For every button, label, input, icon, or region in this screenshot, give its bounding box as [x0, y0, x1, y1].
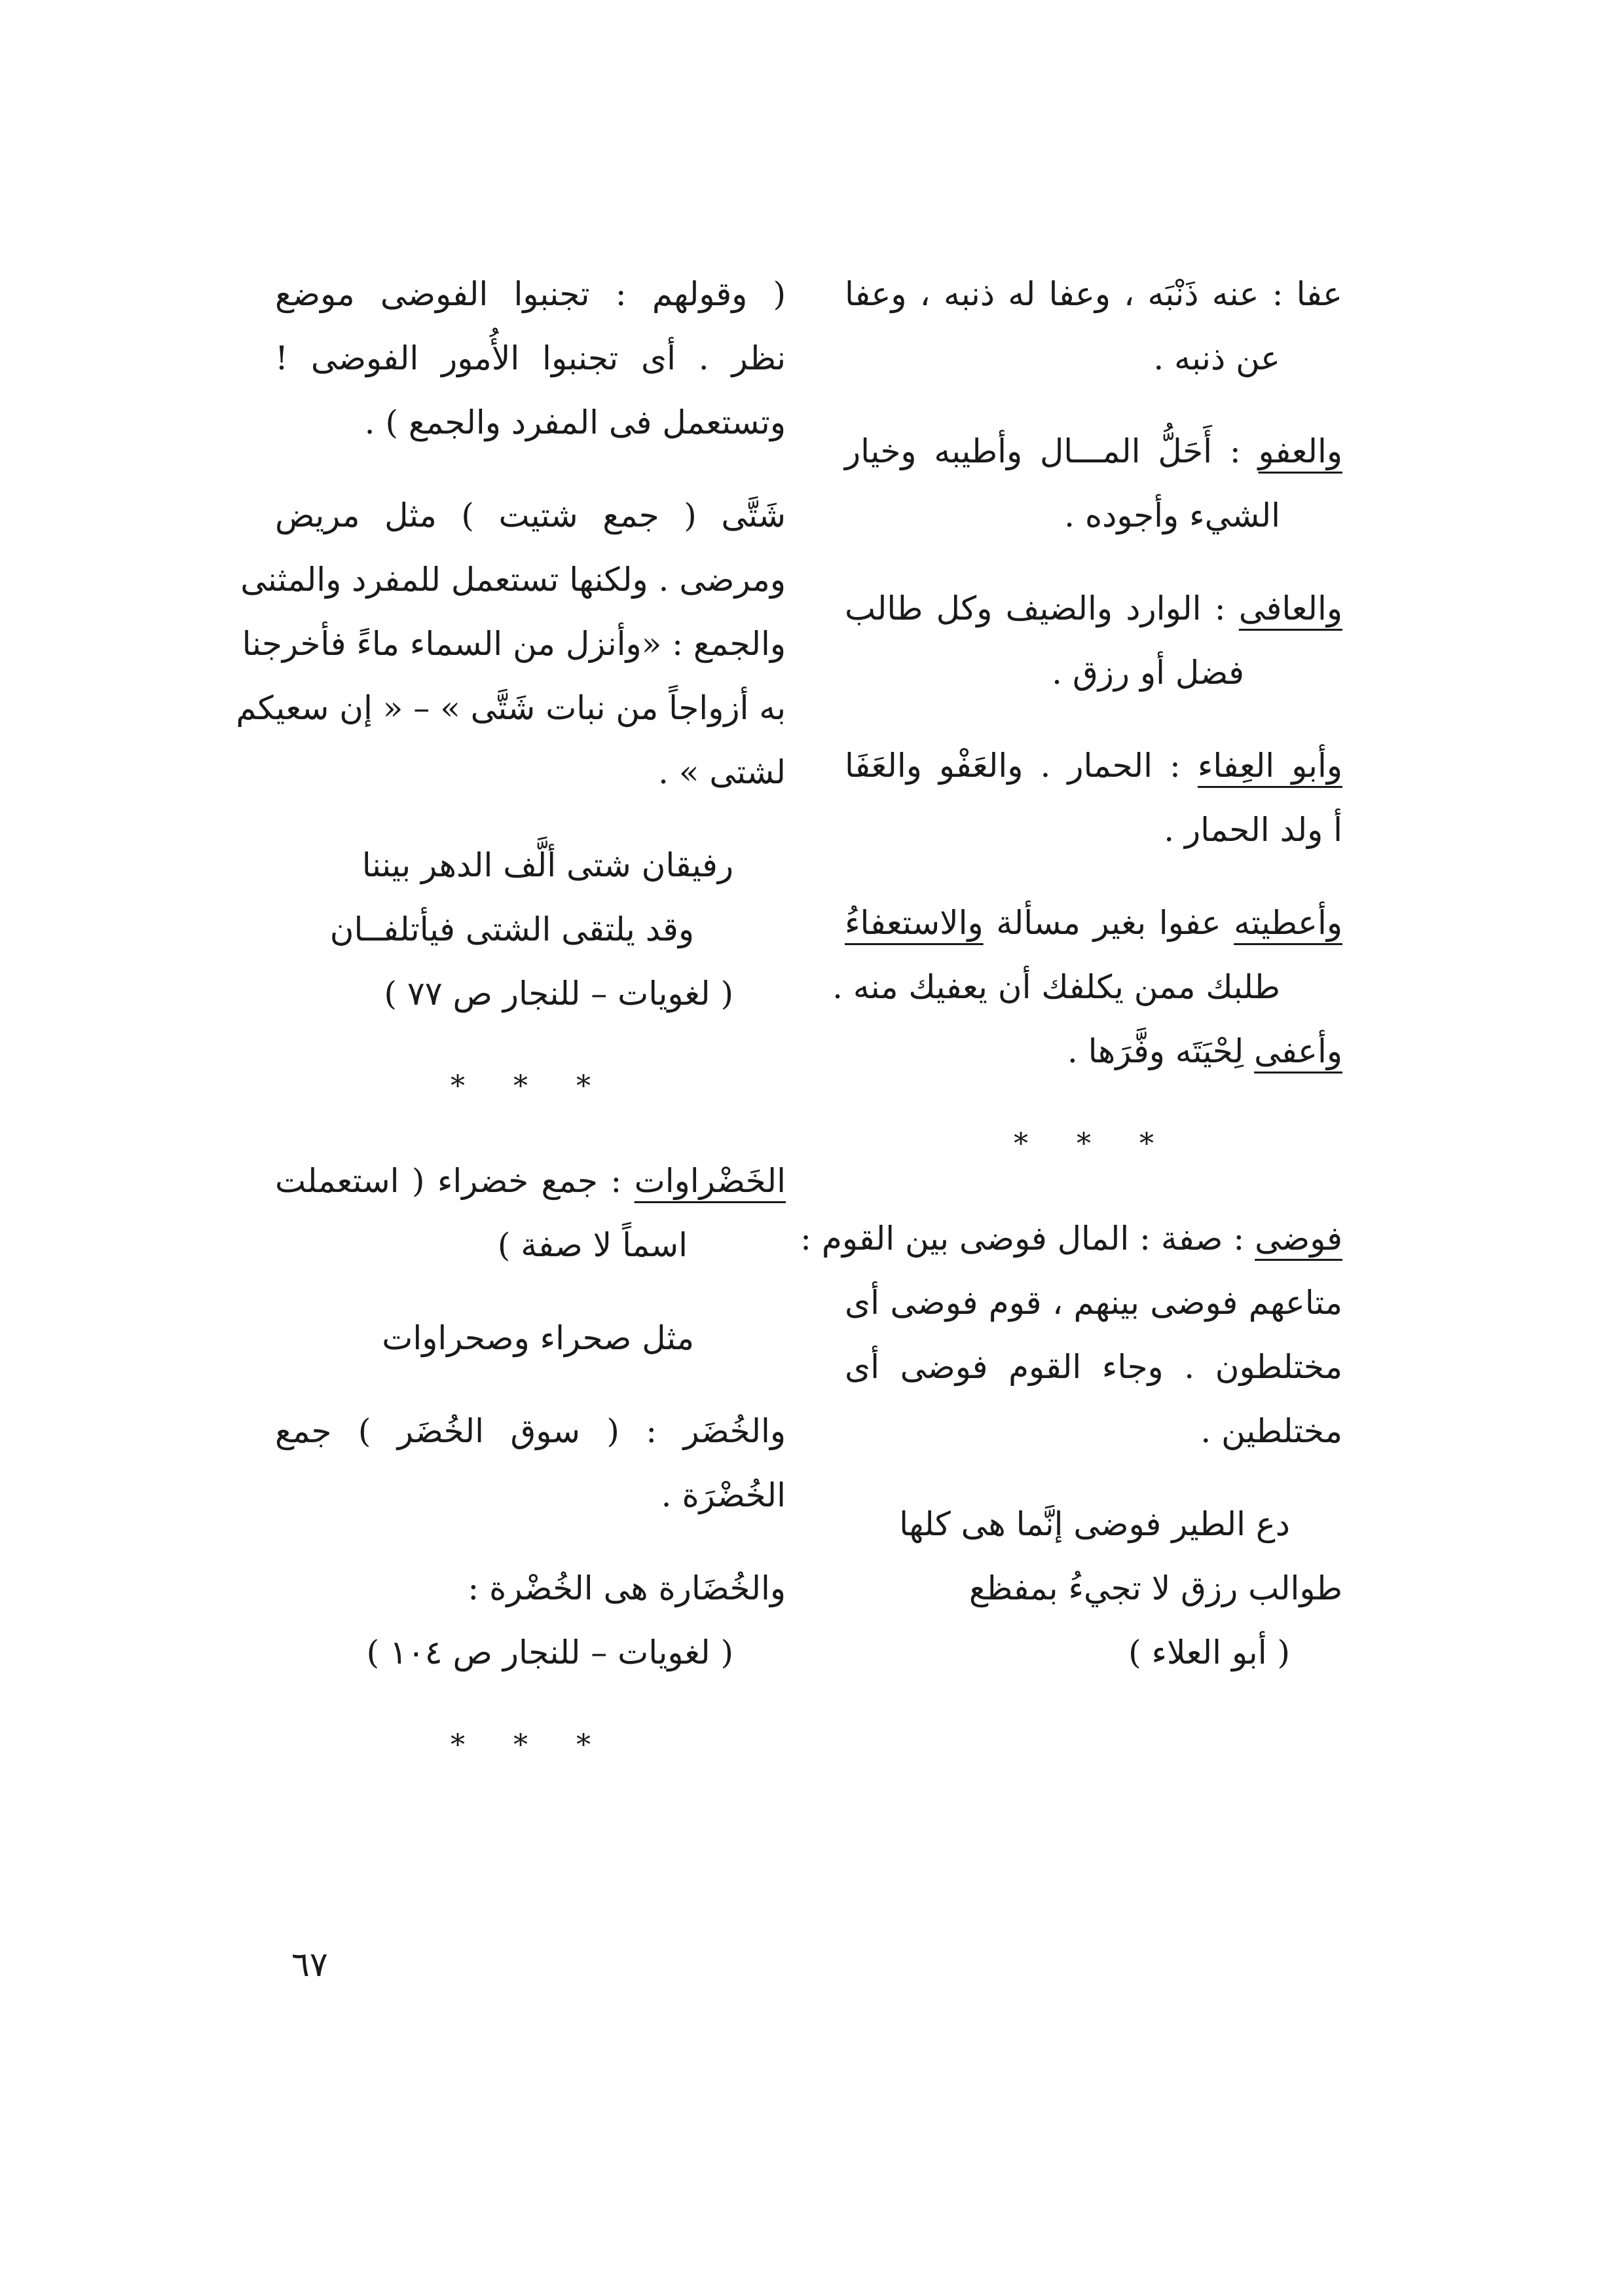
text-line	[845, 891, 1342, 955]
text-line: به أزواجاً من نبات شَتَّى » – « إن سعيكم	[236, 689, 786, 727]
text-line: والجمع : «وأنزل من السماء ماءً فأخرجنا	[242, 625, 786, 663]
entry-fawda-note	[275, 262, 786, 455]
section-separator: * * *	[451, 1728, 610, 1762]
headword: الخَضْراوات	[634, 1162, 786, 1200]
poem-verse	[845, 1492, 1342, 1685]
entry-afa	[845, 262, 1342, 390]
verse-line: دع الطير فوضى إنَّما هى كلها	[899, 1505, 1290, 1543]
text-line: الخُضْرَة .	[661, 1476, 786, 1514]
entry-fawda	[800, 1206, 1342, 1463]
text-line: نظر . أى تجنبوا الأُمور الفوضى !	[275, 339, 786, 377]
text-line: والخُضَر : ( سوق الخُضَر ) جمع	[275, 1412, 786, 1450]
definition-text: لِحْيَتَه وفَّرَها .	[1067, 1032, 1255, 1070]
headword: والعافى	[1238, 589, 1342, 627]
entry-khudara	[275, 1556, 786, 1685]
page-number: ٦٧	[291, 1945, 328, 1985]
headword: والعفو	[1258, 432, 1342, 470]
entry-shatta	[236, 483, 786, 804]
left-column	[236, 262, 786, 1808]
right-column	[800, 262, 1342, 1713]
entry-example	[275, 1306, 786, 1370]
text-line	[800, 1206, 1342, 1271]
text-line: وتستعمل فى المفرد والجمع ) .	[364, 403, 786, 441]
verse-line: وقد يلتقى الشتى فيأتلفــان	[329, 910, 694, 948]
definition-text: : صفة : المال فوضى بين القوم :	[800, 1220, 1255, 1258]
text-line: فضل أو رزق .	[1052, 654, 1244, 692]
text-line	[845, 1019, 1342, 1083]
entry-aataytuhu	[832, 891, 1342, 1083]
text-line: عفا : عنه ذَنْبَه ، وعفا له ذنبه ، وعفا	[845, 275, 1342, 313]
entry-khudar	[275, 1399, 786, 1527]
section-separator: * * *	[451, 1070, 610, 1103]
entry-abu-al-ifa	[845, 734, 1342, 862]
citation: ( لغويات – للنجار ص ١٠٤ )	[366, 1633, 733, 1671]
text-line: شَتَّى ( جمع شتيت ) مثل مريض	[275, 496, 786, 534]
citation: ( لغويات – للنجار ص ٧٧ )	[384, 975, 733, 1013]
definition-text: : الحمار . والعَفْو والعَفَا	[845, 747, 1198, 785]
text-line: مثل صحراء وصحراوات	[382, 1319, 694, 1357]
poem-verse	[275, 833, 786, 1026]
definition-text: : الوارد والضيف وكل طالب	[845, 589, 1239, 627]
headword: وأبو العِفاء	[1197, 747, 1342, 785]
text-line	[845, 419, 1342, 483]
headword: والاستعفاءُ	[845, 904, 984, 942]
citation: ( أبو العلاء )	[1128, 1633, 1290, 1671]
entry-al-afi	[845, 576, 1342, 705]
text-line: طلبك ممن يكلفك أن يعفيك منه .	[832, 968, 1280, 1006]
text-line: ومرضى . ولكنها تستعمل للمفرد والمثنى	[240, 561, 786, 599]
verse-line: رفيقان شتى ألَّف الدهر بيننا	[361, 846, 733, 884]
headword: وأعطيته	[1234, 904, 1342, 942]
text-line: الشيء وأجوده .	[1064, 496, 1280, 534]
text-line	[845, 734, 1342, 798]
text-line: مختلطين .	[1200, 1412, 1342, 1450]
text-line: أ ولد الحمار .	[1164, 811, 1342, 849]
text-line: متاعهم فوضى بينهم ، قوم فوضى أى	[845, 1284, 1342, 1322]
definition-text: عفوا بغير مسألة	[983, 904, 1234, 942]
headword: فوضى	[1255, 1220, 1342, 1258]
text-line: مختلطون . وجاء القوم فوضى أى	[845, 1348, 1342, 1386]
text-line	[275, 1149, 786, 1213]
text-line: ( وقولهم : تجنبوا الفوضى موضع	[275, 275, 786, 313]
text-line: اسماً لا صفة )	[497, 1226, 688, 1264]
headword: وأعفى	[1254, 1032, 1342, 1070]
section-separator: * * *	[1014, 1127, 1173, 1161]
text-line: لشتى » .	[658, 753, 786, 791]
entry-al-afw	[845, 419, 1342, 548]
entry-khadrawat	[275, 1149, 786, 1277]
definition-text: : أَحَلُّ المـــال وأطيبه وخيار	[845, 432, 1259, 470]
text-line: عن ذنبه .	[1153, 339, 1280, 377]
text-line	[845, 576, 1342, 641]
verse-line: طوالب رزق لا تجيءُ بمفظع	[969, 1569, 1342, 1607]
text-line: والخُضَارة هى الخُضْرة :	[468, 1569, 786, 1607]
definition-text: : جمع خضراء ( استعملت	[275, 1162, 635, 1200]
